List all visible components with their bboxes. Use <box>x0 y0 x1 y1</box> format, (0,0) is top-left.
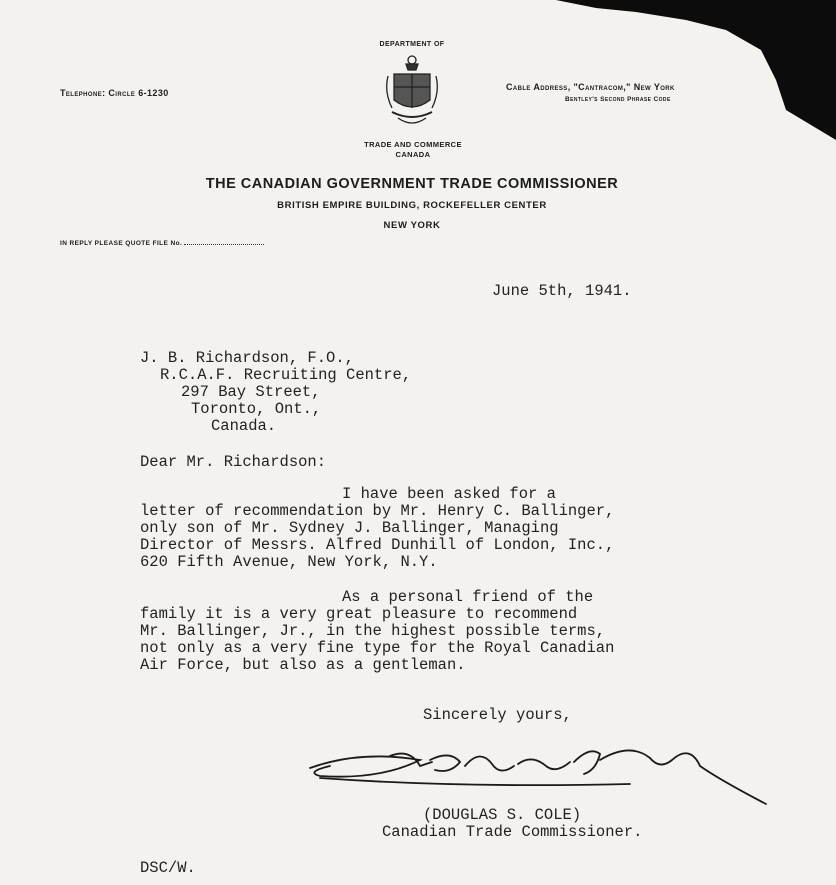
paragraph-line: only son of Mr. Sydney J. Ballinger, Managing <box>140 519 559 537</box>
paragraph-line: As a personal friend of the <box>342 588 594 606</box>
coat-of-arms-icon <box>384 52 440 132</box>
address-line: Canada. <box>211 417 277 435</box>
address-line: R.C.A.F. Recruiting Centre, <box>160 366 412 384</box>
letter-date: June 5th, 1941. <box>492 282 632 300</box>
paragraph-line: not only as a very fine type for the Royal Canadian <box>140 639 615 657</box>
reply-note-text: IN REPLY PLEASE QUOTE FILE No. <box>60 240 183 247</box>
address-line: Toronto, Ont., <box>191 400 322 418</box>
phrase-code: Bentley's Second Phrase Code <box>565 96 671 103</box>
paragraph-line: Mr. Ballinger, Jr., in the highest possible terms, <box>140 622 606 640</box>
paragraph-line: 620 Fifth Avenue, New York, N.Y. <box>140 553 438 571</box>
paragraph-line: letter of recommendation by Mr. Henry C. Ballinger, <box>140 502 615 520</box>
paragraph-line: Director of Messrs. Alfred Dunhill of London, Inc., <box>140 536 615 554</box>
letterhead-building: BRITISH EMPIRE BUILDING, ROCKEFELLER CENTER <box>277 200 547 211</box>
telephone-line: Telephone: Circle 6-1230 <box>60 88 169 98</box>
reply-note <box>60 238 264 247</box>
address-line: J. B. Richardson, F.O., <box>140 349 354 367</box>
paragraph-line: family it is a very great pleasure to recommend <box>140 605 578 623</box>
handwritten-signature <box>300 740 770 810</box>
typist-initials: DSC/W. <box>140 859 196 877</box>
address-line: 297 Bay Street, <box>181 383 321 401</box>
signer-name: (DOUGLAS S. COLE) <box>423 806 582 824</box>
paragraph-line: I have been asked for a <box>342 485 556 503</box>
file-number-blank <box>184 238 264 245</box>
letterhead-city: NEW YORK <box>383 220 441 231</box>
cable-address: Cable Address, "Cantracom," New York <box>506 82 675 92</box>
department-bottom: TRADE AND COMMERCE <box>364 140 462 149</box>
closing: Sincerely yours, <box>423 706 572 724</box>
department-country: CANADA <box>395 150 431 159</box>
paragraph-line: Air Force, but also as a gentleman. <box>140 656 466 674</box>
signer-title: Canadian Trade Commissioner. <box>382 823 643 841</box>
letterhead-title: THE CANADIAN GOVERNMENT TRADE COMMISSIONER <box>205 176 619 192</box>
department-top: DEPARTMENT OF <box>379 41 445 48</box>
torn-corner <box>536 0 836 140</box>
salutation: Dear Mr. Richardson: <box>140 453 327 471</box>
